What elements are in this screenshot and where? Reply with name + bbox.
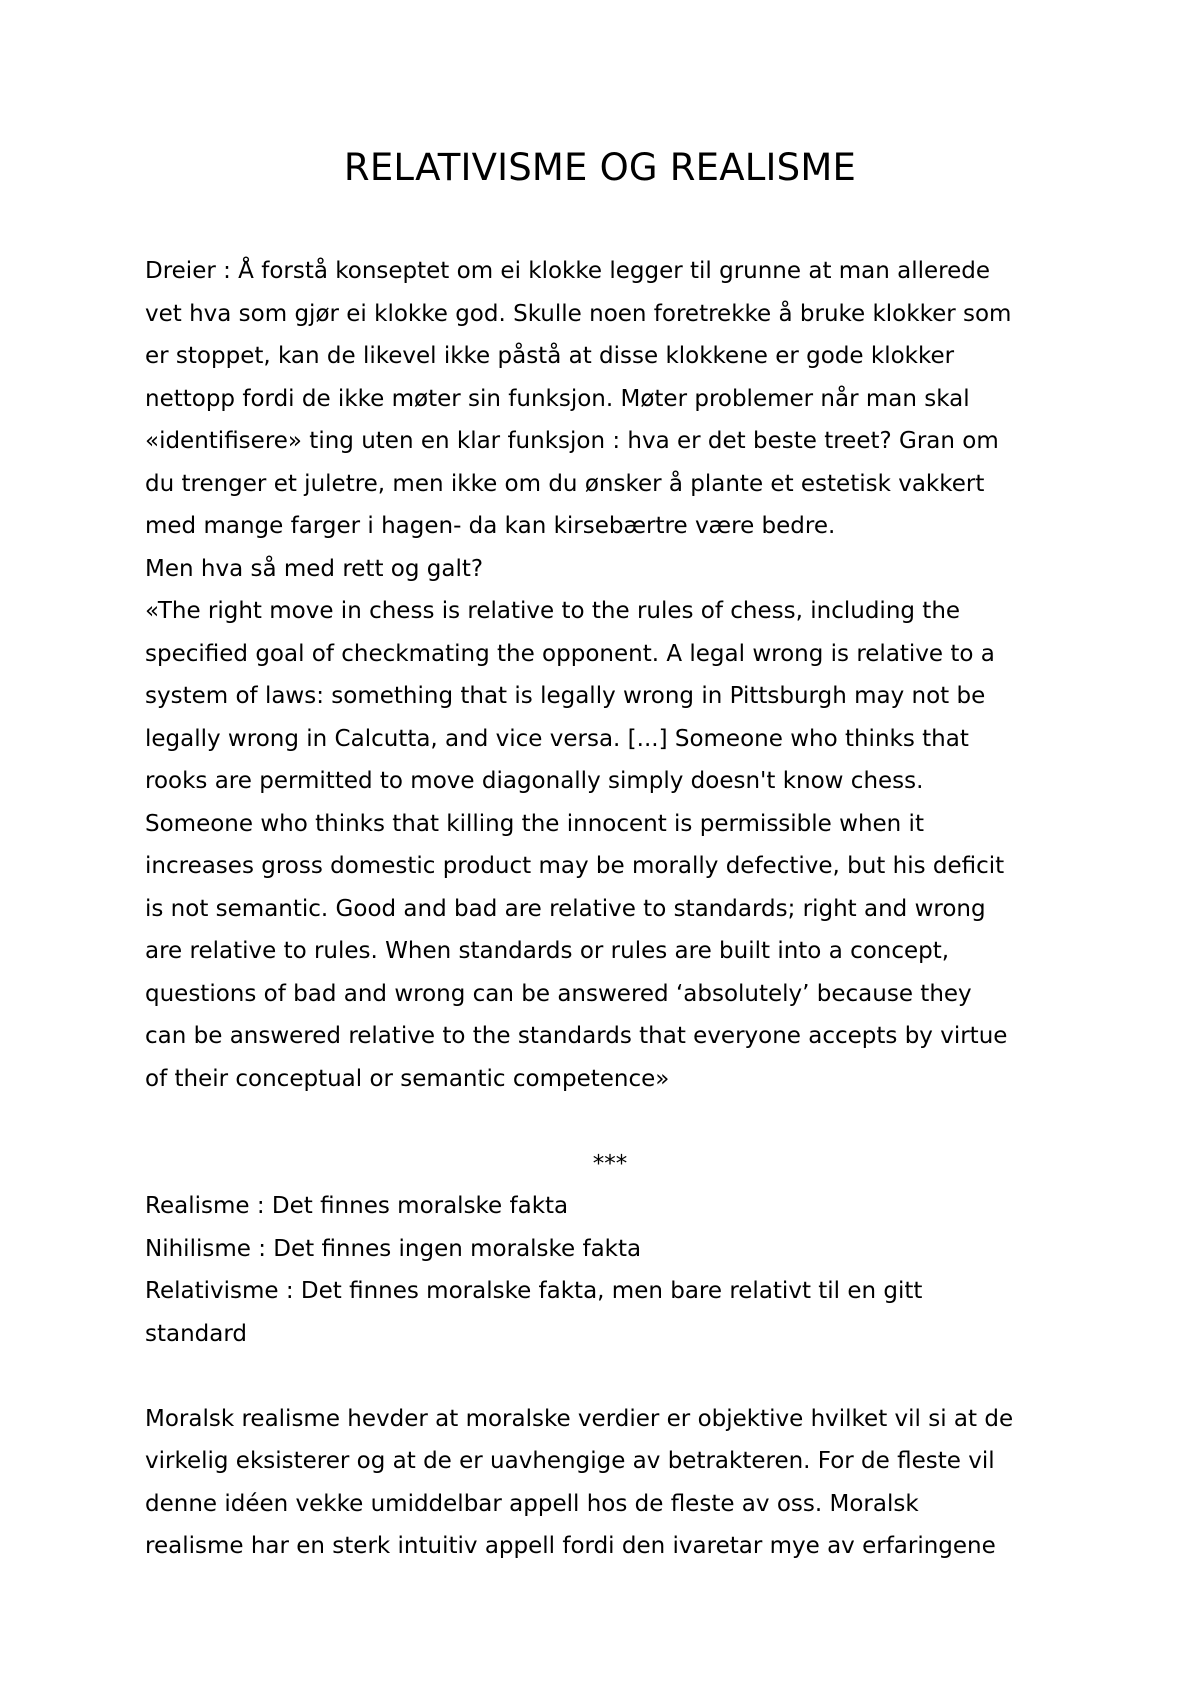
definition-relativisme: Relativisme : Det finnes moralske fakta, men bare relativt til en gitt xyxy=(145,1278,923,1304)
text-line: med mange farger i hagen- da kan kirsebærtre være bedre. xyxy=(145,513,836,539)
quote-line: system of laws: something that is legally wrong in Pittsburgh may not be xyxy=(145,683,986,709)
quote-line: is not semantic. Good and bad are relative to standards; right and wrong xyxy=(145,895,986,922)
quote-line: can be answered relative to the standards that everyone accepts by virtue xyxy=(145,1023,1008,1049)
quote-line: questions of bad and wrong can be answered ‘absolutely’ because they xyxy=(145,980,972,1007)
definition-realisme: Realisme : Det finnes moralske fakta xyxy=(145,1193,569,1219)
page-title: RELATIVISME OG REALISME xyxy=(343,146,857,189)
quote-line: «The right move in chess is relative to the rules of chess, including the xyxy=(145,598,961,624)
quote-line: specified goal of checkmating the opponent. A legal wrong is relative to a xyxy=(145,640,995,667)
paragraph-moralsk-realisme xyxy=(145,1398,1075,1568)
text-line: denne idéen vekke umiddelbar appell hos de fleste av oss. Moralsk xyxy=(145,1490,919,1517)
quote-line: increases gross domestic product may be morally defective, but his deficit xyxy=(145,853,1005,879)
section-separator: *** xyxy=(592,1150,628,1177)
text-line: virkelig eksisterer og at de er uavhengige av betrakteren. For de fleste vil xyxy=(145,1448,995,1474)
definitions-list xyxy=(145,1185,1075,1355)
definition-nihilisme: Nihilisme : Det finnes ingen moralske fakta xyxy=(145,1235,642,1262)
text-line: Moralsk realisme hevder at moralske verdier er objektive hvilket vil si at de xyxy=(145,1405,1014,1432)
quote-line: of their conceptual or semantic competence» xyxy=(145,1065,670,1092)
quote-line: are relative to rules. When standards or rules are built into a concept, xyxy=(145,938,950,964)
quote-line: Someone who thinks that killing the innocent is permissible when it xyxy=(145,810,924,837)
definition-relativisme-cont: standard xyxy=(145,1320,248,1347)
text-line: nettopp fordi de ikke møter sin funksjon. Møter problemer når man skal xyxy=(145,385,970,412)
text-line: Dreier : Å forstå konseptet om ei klokke legger til grunne at man allerede xyxy=(145,258,991,284)
blank-line xyxy=(145,1100,1075,1143)
text-line: vet hva som gjør ei klokke god. Skulle noen foretrekke å bruke klokker som xyxy=(145,300,1012,327)
text-line: realisme har en sterk intuitiv appell fordi den ivaretar mye av erfaringene xyxy=(145,1533,996,1559)
text-line: du trenger et juletre, men ikke om du ønsker å plante et estetisk vakkert xyxy=(145,470,985,497)
text-line: «identifisere» ting uten en klar funksjon : hva er det beste treet? Gran om xyxy=(145,428,999,454)
quote-line: legally wrong in Calcutta, and vice versa. [...] Someone who thinks that xyxy=(145,725,969,752)
quote-line: rooks are permitted to move diagonally simply doesn't know chess. xyxy=(145,768,924,794)
text-line: er stoppet, kan de likevel ikke påstå at disse klokkene er gode klokker xyxy=(145,343,955,369)
document-body xyxy=(145,250,1075,1568)
question-line: Men hva så med rett og galt? xyxy=(145,555,484,582)
paragraph-dreier xyxy=(145,250,1075,548)
quote-block xyxy=(145,590,1075,1100)
blank-line xyxy=(145,1355,1075,1398)
